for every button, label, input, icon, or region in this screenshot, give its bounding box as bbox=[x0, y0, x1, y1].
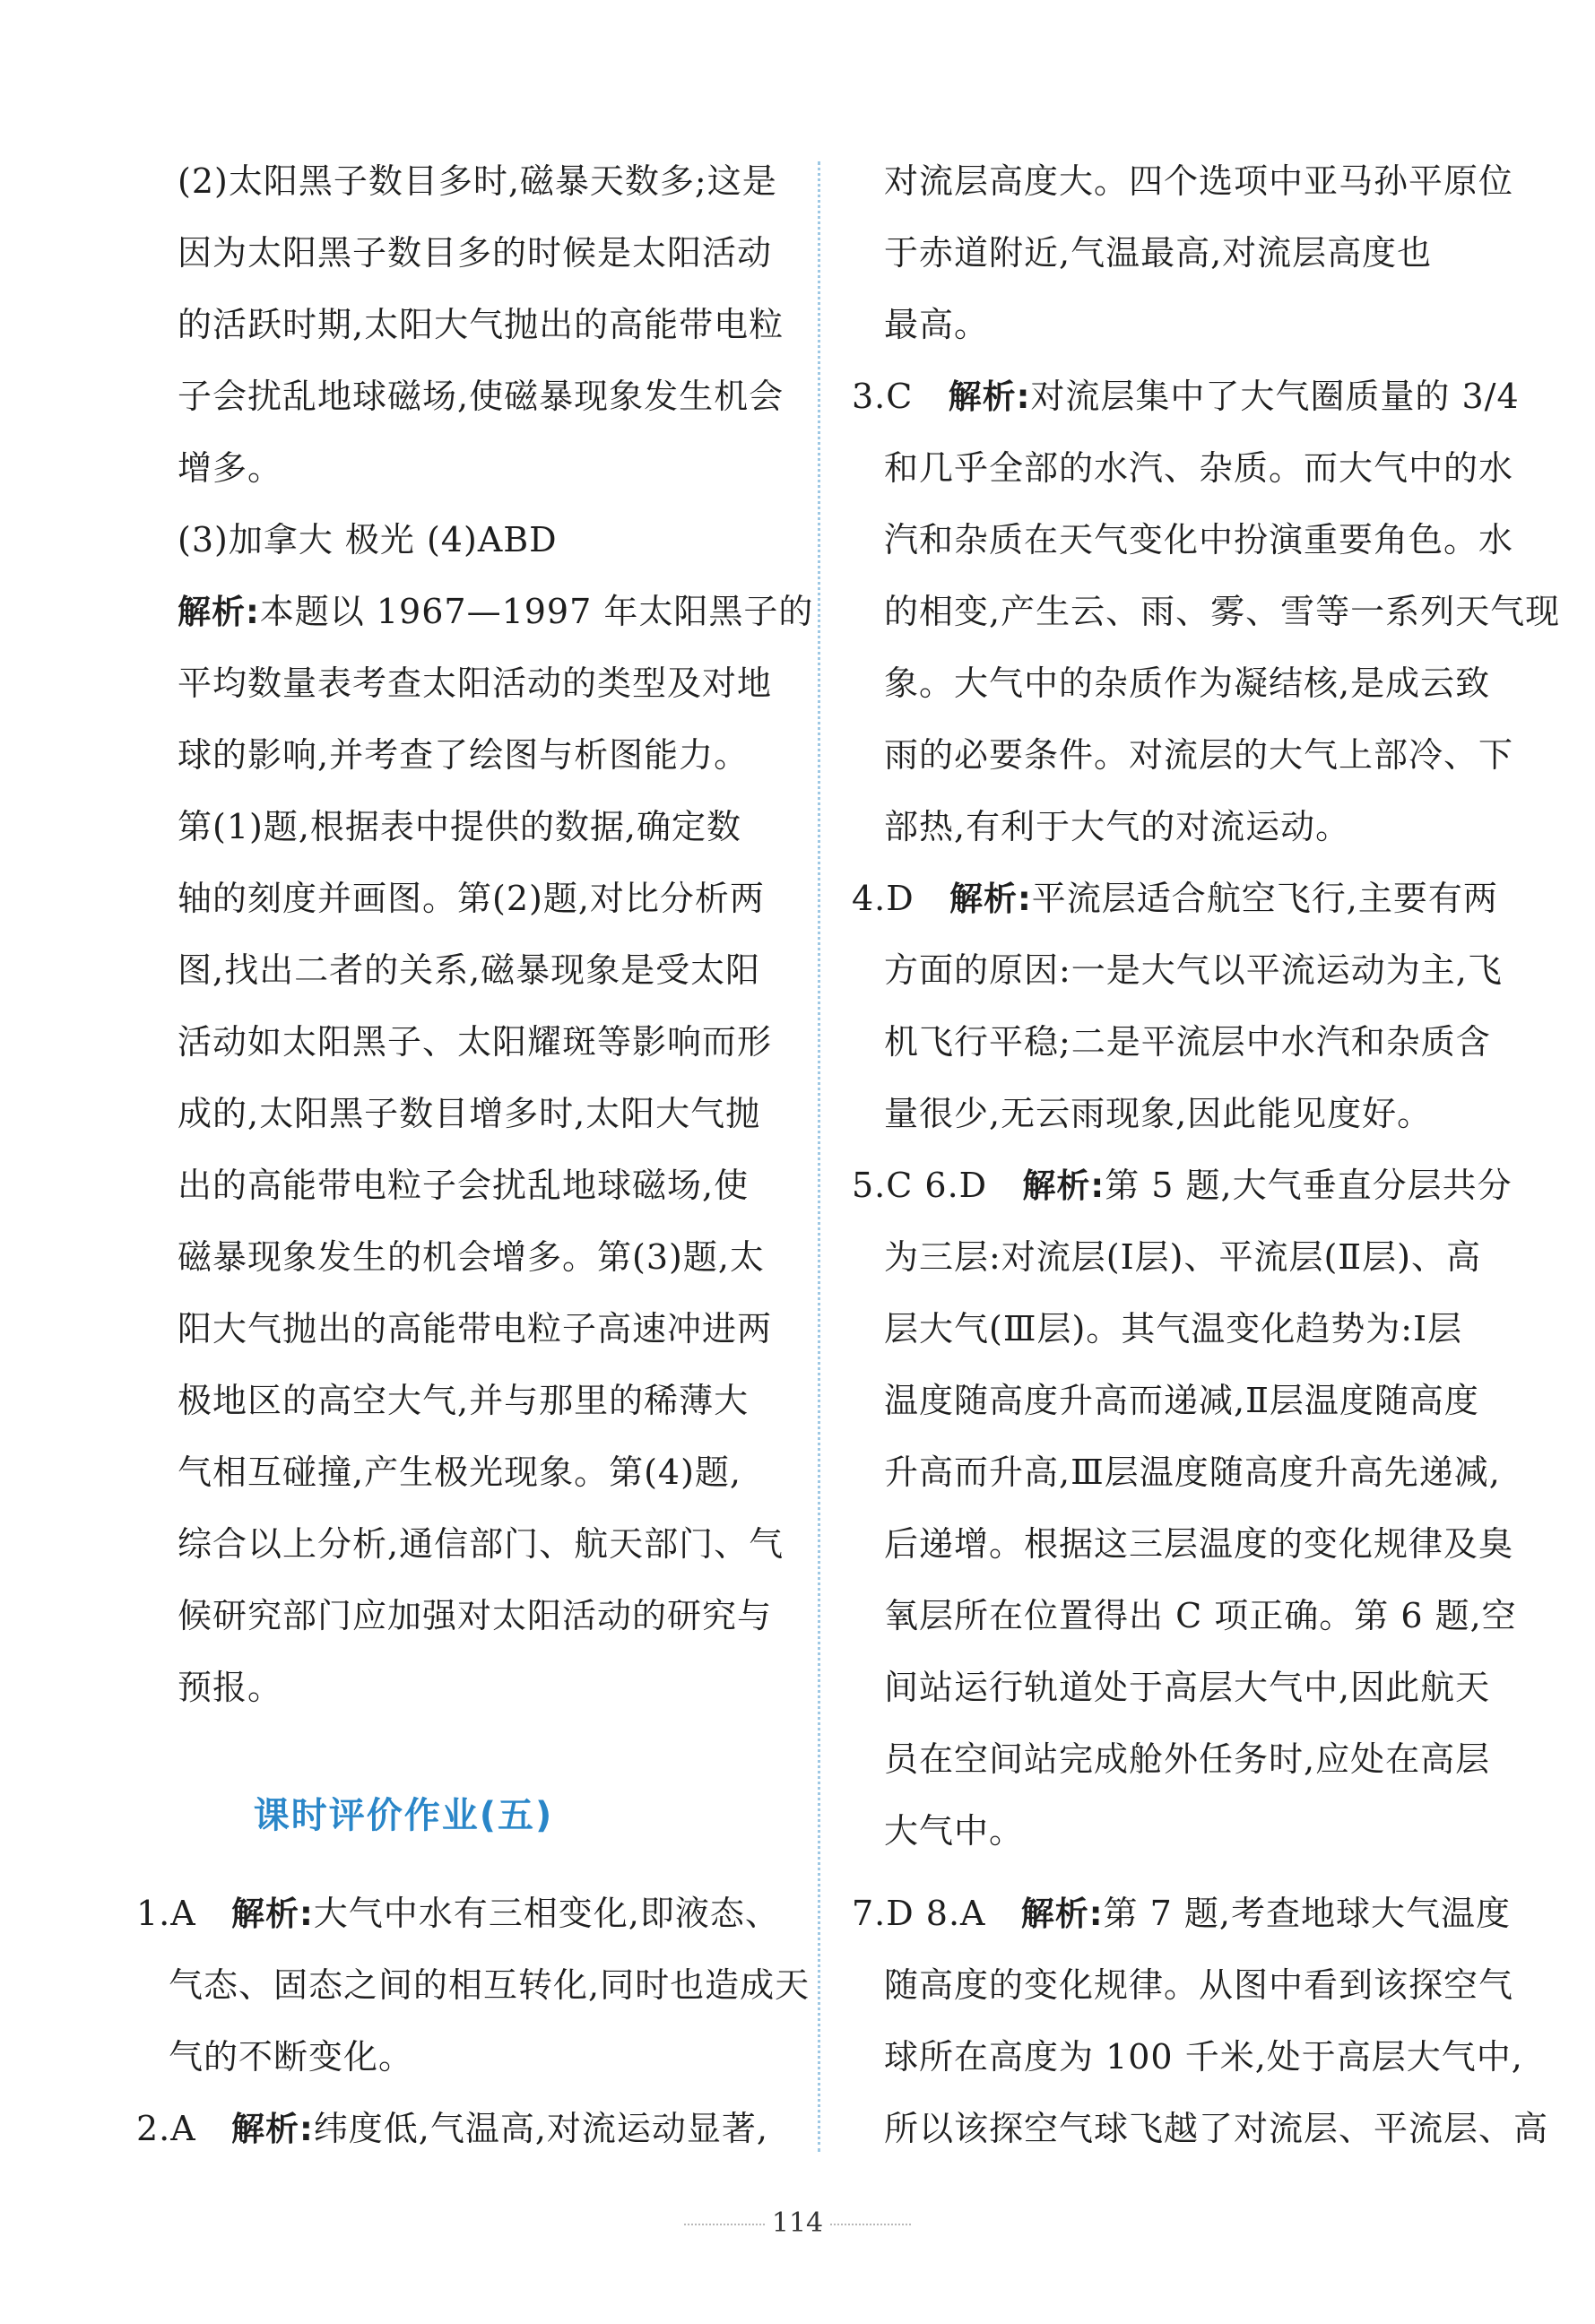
text-line: 随高度的变化规律。从图中看到该探空气 bbox=[884, 1965, 1514, 2005]
text-line: 气的不断变化。 bbox=[169, 2037, 414, 2077]
text-line: 增多。 bbox=[178, 448, 283, 488]
text-line: 大气中。 bbox=[884, 1811, 1025, 1851]
analysis-text: 对流层集中了大气圈质量的 3/4 bbox=[1030, 377, 1520, 416]
text-line: 预报。 bbox=[178, 1668, 283, 1707]
text-line: 最高。 bbox=[884, 305, 990, 344]
text-line: 象。大气中的杂质作为凝结核,是成云致 bbox=[884, 663, 1491, 703]
text-line: 方面的原因:一是大气以平流运动为主,飞 bbox=[884, 950, 1503, 990]
text-line: 层大气(Ⅲ层)。其气温变化趋势为:Ⅰ层 bbox=[884, 1309, 1463, 1348]
text-line: 温度随高度升高而递减,Ⅱ层温度随高度 bbox=[884, 1381, 1479, 1420]
text-line: 阳大气抛出的高能带电粒子高速冲进两 bbox=[178, 1309, 773, 1348]
text-line: 为三层:对流层(Ⅰ层)、平流层(Ⅱ层)、高 bbox=[884, 1237, 1481, 1277]
question-number: 4.D bbox=[852, 879, 915, 918]
text-line: 机飞行平稳;二是平流层中水汽和杂质含 bbox=[884, 1022, 1491, 1062]
text-line: 磁暴现象发生的机会增多。第(3)题,太 bbox=[178, 1237, 765, 1277]
text-line: (2)太阳黑子数目多时,磁暴天数多;这是 bbox=[178, 161, 777, 201]
text-line: 成的,太阳黑子数目增多时,太阳大气抛 bbox=[178, 1094, 761, 1133]
text-line: 图,找出二者的关系,磁暴现象是受太阳 bbox=[178, 950, 761, 990]
text-line: 因为太阳黑子数目多的时候是太阳活动 bbox=[178, 233, 773, 273]
text-line: 气态、固态之间的相互转化,同时也造成天 bbox=[169, 1965, 811, 2005]
text-line: 所以该探空气球飞越了对流层、平流层、高 bbox=[884, 2109, 1549, 2148]
text-line: 和几乎全部的水汽、杂质。而大气中的水 bbox=[884, 448, 1514, 488]
text-line: 出的高能带电粒子会扰乱地球磁场,使 bbox=[178, 1166, 750, 1205]
analysis-label: 解析: bbox=[949, 880, 1032, 918]
analysis-text: 大气中水有三相变化,即液态、 bbox=[313, 1894, 780, 1933]
text-line: 第(1)题,根据表中提供的数据,确定数 bbox=[178, 807, 741, 846]
question-number: 1.A bbox=[136, 1894, 196, 1933]
text-line: 活动如太阳黑子、太阳耀斑等影响而形 bbox=[178, 1022, 773, 1062]
analysis-label: 解析: bbox=[1022, 1166, 1105, 1205]
text-line: 极地区的高空大气,并与那里的稀薄大 bbox=[178, 1381, 750, 1420]
analysis-paragraph-start bbox=[178, 592, 813, 632]
text-line: 球的影响,并考查了绘图与析图能力。 bbox=[178, 735, 750, 775]
text-line: 的相变,产生云、雨、雾、雪等一系列天气现 bbox=[884, 592, 1561, 631]
analysis-text: 第 7 题,考查地球大气温度 bbox=[1103, 1894, 1511, 1933]
text-line: 量很少,无云雨现象,因此能见度好。 bbox=[884, 1094, 1433, 1133]
question-4 bbox=[852, 879, 1498, 919]
column-divider bbox=[818, 161, 820, 2152]
analysis-label: 解析: bbox=[1020, 1895, 1104, 1933]
analysis-label: 解析: bbox=[230, 1895, 314, 1933]
question-number: 7.D 8.A bbox=[852, 1894, 986, 1933]
analysis-text: 纬度低,气温高,对流运动显著, bbox=[313, 2109, 768, 2148]
text-line: 综合以上分析,通信部门、航天部门、气 bbox=[178, 1524, 784, 1564]
text-line: 氧层所在位置得出 C 项正确。第 6 题,空 bbox=[884, 1596, 1517, 1635]
text-line: 气相互碰撞,产生极光现象。第(4)题, bbox=[178, 1452, 741, 1492]
text-line: 候研究部门应加强对太阳活动的研究与 bbox=[178, 1596, 773, 1635]
text-line: 间站运行轨道处于高层大气中,因此航天 bbox=[884, 1668, 1491, 1707]
text-line: 汽和杂质在天气变化中扮演重要角色。水 bbox=[884, 520, 1514, 559]
text-line: 员在空间站完成舱外任务时,应处在高层 bbox=[884, 1739, 1491, 1779]
question-number: 2.A bbox=[136, 2109, 196, 2148]
question-number: 5.C 6.D bbox=[852, 1166, 988, 1205]
analysis-label: 解析: bbox=[948, 377, 1031, 416]
page-footer bbox=[0, 2207, 1595, 2239]
text-line: 雨的必要条件。对流层的大气上部冷、下 bbox=[884, 735, 1514, 775]
question-2 bbox=[136, 2109, 768, 2149]
footer-ornament-left bbox=[684, 2224, 765, 2225]
text-line: 对流层高度大。四个选项中亚马孙平原位 bbox=[884, 161, 1514, 201]
text-line: 部热,有利于大气的对流运动。 bbox=[884, 807, 1351, 846]
text-line: 后递增。根据这三层温度的变化规律及臭 bbox=[884, 1524, 1514, 1564]
question-3 bbox=[852, 377, 1520, 417]
text-line: 球所在高度为 100 千米,处于高层大气中, bbox=[884, 2037, 1523, 2077]
page-number: 114 bbox=[771, 2207, 824, 2239]
analysis-label: 解析: bbox=[178, 593, 260, 631]
section-title: 课时评价作业(五) bbox=[253, 1795, 554, 1836]
question-1 bbox=[136, 1894, 780, 1934]
answer-line: (3)加拿大 极光 (4)ABD bbox=[178, 520, 558, 559]
analysis-text: 平流层适合航空飞行,主要有两 bbox=[1031, 879, 1498, 918]
footer-ornament-right bbox=[830, 2224, 911, 2225]
question-number: 3.C bbox=[852, 377, 914, 416]
text-line: 于赤道附近,气温最高,对流层高度也 bbox=[884, 233, 1433, 273]
question-5-6 bbox=[852, 1166, 1513, 1206]
question-7-8 bbox=[852, 1894, 1511, 1934]
text-line: 的活跃时期,太阳大气抛出的高能带电粒 bbox=[178, 305, 784, 344]
text-line: 轴的刻度并画图。第(2)题,对比分析两 bbox=[178, 879, 765, 918]
analysis-text: 本题以 1967—1997 年太阳黑子的 bbox=[259, 592, 814, 631]
analysis-label: 解析: bbox=[230, 2110, 314, 2148]
text-line: 升高而升高,Ⅲ层温度随高度升高先递减, bbox=[884, 1452, 1501, 1492]
text-line: 子会扰乱地球磁场,使磁暴现象发生机会 bbox=[178, 377, 784, 416]
analysis-text: 第 5 题,大气垂直分层共分 bbox=[1105, 1166, 1513, 1205]
text-line: 平均数量表考查太阳活动的类型及对地 bbox=[178, 663, 773, 703]
